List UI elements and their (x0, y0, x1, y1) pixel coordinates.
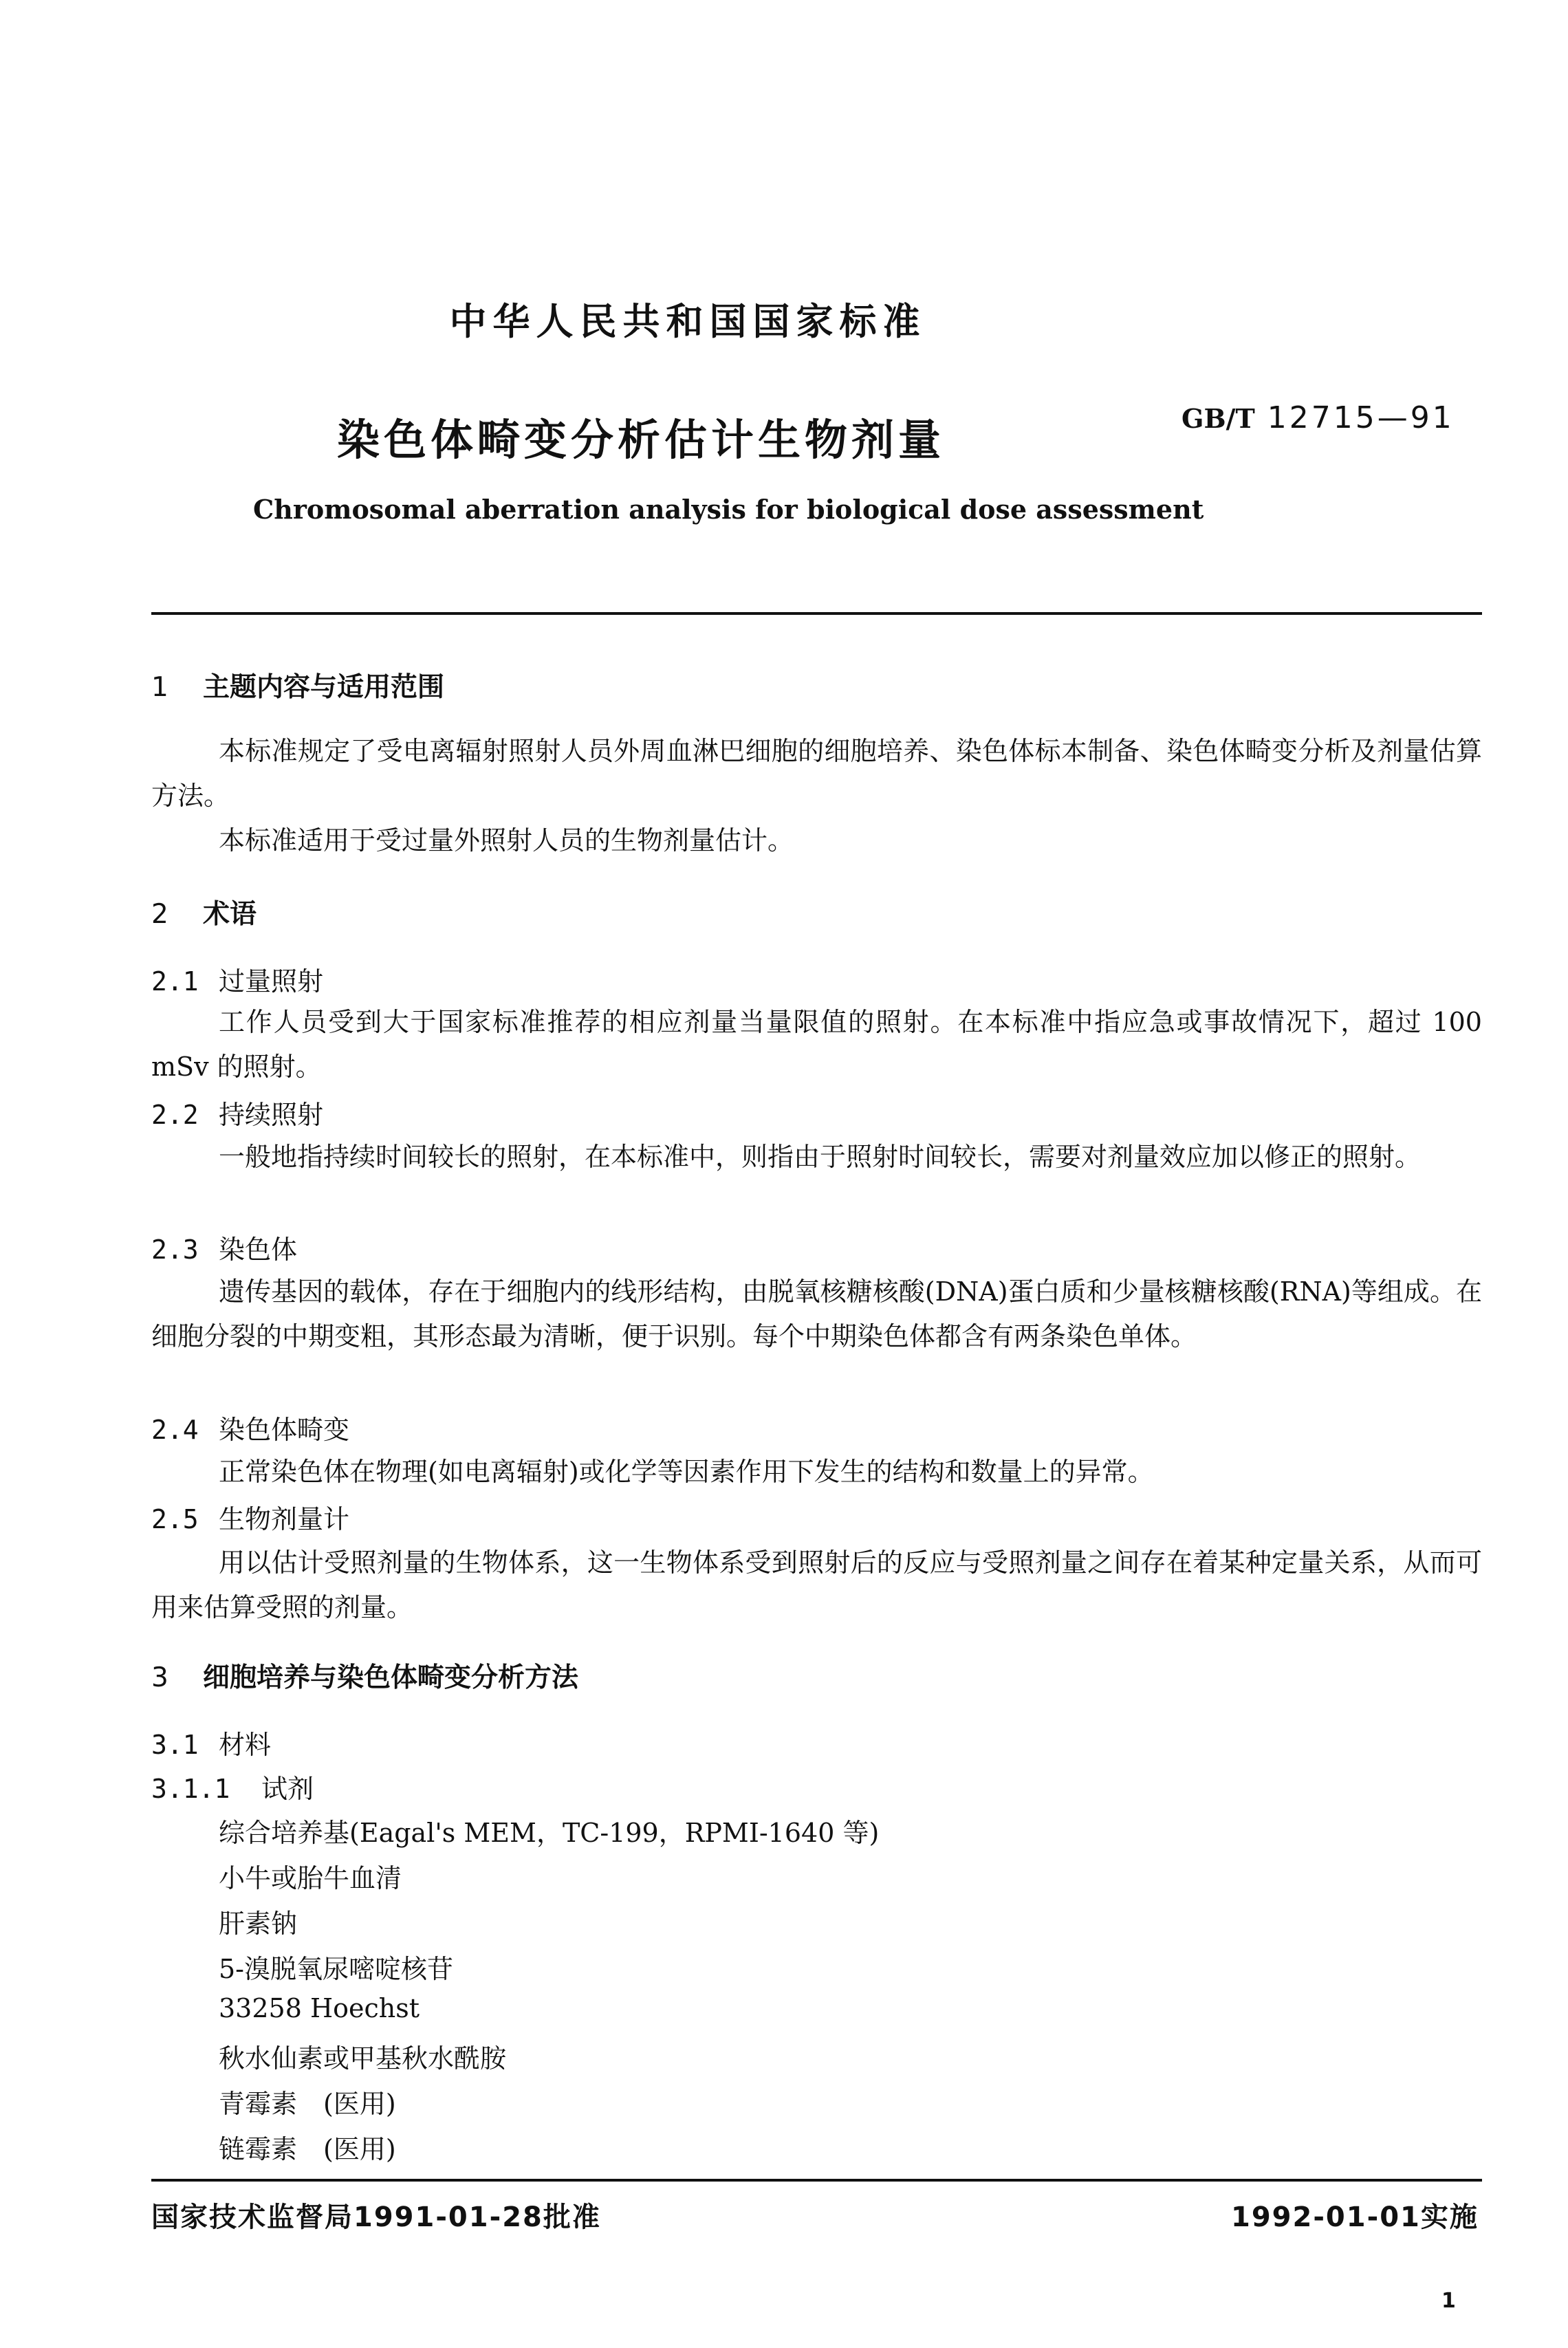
standard-category: 中华人民共和国国家标准 (449, 300, 926, 343)
section-title: 主题内容与适用范围 (203, 672, 445, 703)
section-number: 3 (151, 1662, 168, 1693)
reagent-item: 5-溴脱氧尿嘧啶核苷 (219, 1954, 454, 1984)
term-title: 过量照射 (219, 966, 324, 997)
subsection-3-1-1-heading (151, 1768, 314, 1805)
reagent-item: 33258 Hoechst (219, 1993, 420, 2023)
term-number: 2.3 (151, 1235, 199, 1265)
section-1-heading (151, 666, 444, 704)
term-2-1-definition: 工作人员受到大于国家标准推荐的相应剂量当量限值的照射。在本标准中指应急或事故情况下，超过 100 mSv 的照射。 (151, 1007, 1482, 1082)
term-2-3-heading (151, 1228, 297, 1266)
reagent-item: 小牛或胎牛血清 (219, 1863, 402, 1893)
reagent-item: 综合培养基(Eagal's MEM，TC-199，RPMI-1640 等) (219, 1818, 880, 1848)
effective-date: 1992-01-01实施 (1231, 2202, 1479, 2233)
section-title: 细胞培养与染色体畸变分析方法 (203, 1662, 579, 1693)
subsection-3-1-heading (151, 1724, 271, 1761)
section-title: 术语 (203, 899, 257, 930)
document-title-cn: 染色体畸变分析估计生物剂量 (337, 415, 946, 465)
section-number: 2 (151, 899, 168, 930)
approval-date: 国家技术监督局1991-01-28批准 (151, 2202, 601, 2233)
section-2-heading (151, 893, 257, 931)
section-1-paragraph-1: 本标准规定了受电离辐射照射人员外周血淋巴细胞的细胞培养、染色体标本制备、染色体畸变分析及剂量估算方法。 (151, 736, 1482, 811)
reagent-item: 秋水仙素或甲基秋水酰胺 (219, 2043, 507, 2074)
term-number: 2.1 (151, 966, 199, 997)
reagent-item: 肝素钠 (219, 1909, 298, 1939)
term-2-5-definition: 用以估计受照剂量的生物体系，这一生物体系受到照射后的反应与受照剂量之间存在着某种定量关系，从而可用来估算受照的剂量。 (151, 1547, 1482, 1622)
standard-prefix: GB/T (1182, 403, 1255, 434)
subsection-number: 3.1 (151, 1730, 199, 1760)
term-number: 2.5 (151, 1504, 199, 1534)
term-2-3-definition: 遗传基因的载体，存在于细胞内的线形结构，由脱氧核糖核酸(DNA)蛋白质和少量核糖核酸(RNA)等组成。在细胞分裂的中期变粗，其形态最为清晰，便于识别。每个中期染色体都含有两条染色单体。 (151, 1276, 1482, 1351)
section-1-paragraph-2: 本标准适用于受过量外照射人员的生物剂量估计。 (219, 825, 794, 856)
document-title-en: Chromosomal aberration analysis for biological dose assessment (253, 494, 1204, 525)
section-3-heading (151, 1656, 578, 1695)
term-title: 染色体 (219, 1235, 298, 1265)
standard-code: 12715—91 (1267, 400, 1455, 435)
term-title: 持续照射 (219, 1100, 324, 1130)
page-number: 1 (1441, 2289, 1456, 2313)
footer-rule (151, 2179, 1482, 2182)
term-number: 2.2 (151, 1100, 199, 1130)
reagent-item: 青霉素 (医用) (219, 2089, 396, 2119)
term-title: 生物剂量计 (219, 1504, 350, 1534)
term-2-2-definition: 一般地指持续时间较长的照射，在本标准中，则指由于照射时间较长，需要对剂量效应加以修正的照射。 (219, 1142, 1422, 1172)
standard-number (1182, 400, 1455, 435)
term-number: 2.4 (151, 1415, 199, 1445)
section-number: 1 (151, 672, 168, 703)
term-2-1-heading (151, 960, 323, 998)
subsection-number: 3.1.1 (151, 1774, 230, 1804)
header-rule (151, 612, 1482, 615)
term-2-2-heading (151, 1094, 323, 1131)
subsection-title: 试剂 (261, 1774, 314, 1804)
term-title: 染色体畸变 (219, 1415, 350, 1445)
term-2-4-definition: 正常染色体在物理(如电离辐射)或化学等因素作用下发生的结构和数量上的异常。 (219, 1457, 1154, 1487)
reagent-item: 链霉素 (医用) (219, 2134, 396, 2164)
subsection-title: 材料 (219, 1730, 272, 1760)
term-2-5-heading (151, 1498, 349, 1536)
term-2-4-heading (151, 1409, 349, 1446)
